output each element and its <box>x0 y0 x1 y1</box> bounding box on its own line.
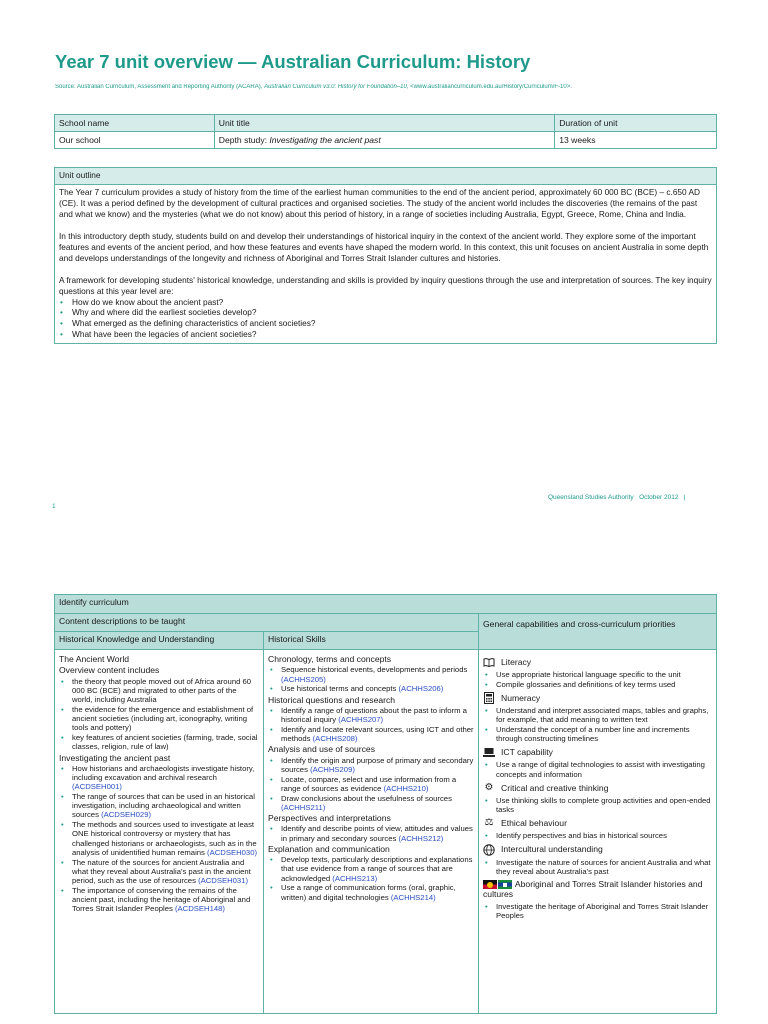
inquiry-question: • Why and where did the earliest societies develop? <box>59 307 712 318</box>
skills-list <box>268 706 474 743</box>
overview-list <box>59 677 259 752</box>
knowledge-column <box>55 650 264 1014</box>
source-title: Australian Curriculum v3.0: History for Foundation–10 <box>264 84 407 90</box>
ict-icon <box>483 746 495 758</box>
skills-heading: Historical Skills <box>264 632 479 650</box>
item-text: Identify a range of questions about the past to inform a historical inquiry <box>281 705 467 725</box>
literacy-capability <box>483 656 712 668</box>
list-item <box>59 858 259 886</box>
list-item: • Investigate the heritage of Aboriginal and Torres Strait Islander Peoples <box>483 902 712 920</box>
literacy-icon <box>483 656 495 668</box>
ethical-icon: ⚖ <box>484 817 494 829</box>
list-item <box>268 665 474 683</box>
item-text: Identify the origin and purpose of primary and secondary sources <box>281 755 474 774</box>
footer-authority: Queensland Studies Authority <box>548 494 634 501</box>
list-item: • Understand the concept of a number line and increments through constructing timelines <box>483 725 712 743</box>
outline-paragraph-3: A framework for developing students' historical knowledge, understanding and skills is provided by inquiry questions through the use and interpretation of sources. The key inquiry questions at this year level are: <box>59 274 712 296</box>
unit-title-prefix: Depth study: <box>218 135 270 145</box>
capability-title: Critical and creative thinking <box>501 782 609 793</box>
investigating-title: Investigating the ancient past <box>59 752 171 763</box>
page-title: Year 7 unit overview — Australian Curriculum: History <box>55 51 531 72</box>
ancient-world-title: The Ancient World <box>59 654 130 664</box>
skills-section-title: Explanation and communication <box>268 843 390 854</box>
critical-thinking-list <box>483 796 712 814</box>
identify-curriculum-heading: Identify curriculum <box>55 595 716 614</box>
curriculum-code: (ACHHS207) <box>338 715 384 725</box>
atsi-list <box>483 902 712 920</box>
capability-title: Literacy <box>501 656 532 667</box>
capabilities-heading: General capabilities and cross-curriculum priorities <box>479 614 716 650</box>
list-item <box>268 794 474 812</box>
torres-strait-flag-icon <box>498 880 512 889</box>
curriculum-code: (ACHHS213) <box>332 873 378 883</box>
item-text: The range of sources that can be used in an historical investigation, including archaeological and written sources <box>72 792 255 820</box>
list-item <box>59 733 259 751</box>
list-item: • Use a range of digital technologies to assist with investigating concepts and information <box>483 760 712 778</box>
skills-list <box>268 665 474 693</box>
list-item <box>268 706 474 724</box>
duration-value: 13 weeks <box>555 132 717 149</box>
curriculum-code: (ACDSEH029) <box>101 810 152 820</box>
unit-title-name: Investigating the ancient past <box>269 135 381 145</box>
list-item: • Identify perspectives and bias in historical sources <box>483 831 712 840</box>
skills-list <box>268 756 474 812</box>
list-item <box>268 756 474 774</box>
item-text: Develop texts, particularly descriptions and explanations that use evidence from a range of sources that are acknowledged <box>281 855 473 883</box>
list-item <box>59 886 259 914</box>
list-item: • Understand and interpret associated maps, tables and graphs, for example, that add meaning to written text <box>483 706 712 724</box>
item-text: key features of ancient societies (farming, trade, social classes, religion, rule of law) <box>72 733 258 752</box>
literacy-list <box>483 670 712 689</box>
list-item <box>268 855 474 883</box>
identify-curriculum-table <box>54 594 717 1014</box>
capability-title: Intercultural understanding <box>501 844 603 855</box>
ict-capability <box>483 746 712 758</box>
footer-separator: | <box>683 494 686 501</box>
capability-title: ICT capability <box>501 747 553 758</box>
item-text: Use a range of communication forms (oral, graphic, written) and digital technologies <box>281 883 456 902</box>
item-text: the evidence for the emergence and establishment of ancient societies (including art, iconography, writing tools and pottery) <box>72 704 254 733</box>
item-text: Locate, compare, select and use information from a range of sources as evidence <box>281 774 457 793</box>
list-item: • Use appropriate historical language specific to the unit <box>483 670 712 679</box>
list-item <box>59 764 259 792</box>
item-text: Identify and locate relevant sources, using ICT and other methods <box>281 724 474 744</box>
list-item <box>268 883 474 901</box>
curriculum-code: (ACHHS205) <box>281 674 326 684</box>
curriculum-code: (ACHHS209) <box>310 764 355 774</box>
item-text: The methods and sources used to investigate at least ONE historical controversy or mystery that has challenged historians or archaeologists, such as in the analysis of unidentified human remains <box>72 820 257 857</box>
source-suffix: , <www.australiancurriculum.edu.au/History/Curriculum/F-10>. <box>406 84 572 90</box>
inquiry-question: • How do we know about the ancient past? <box>59 297 712 308</box>
list-item <box>59 820 259 857</box>
curriculum-code: (ACHHS211) <box>281 802 326 812</box>
item-text: The importance of conserving the remains of the ancient past, including the heritage of Aboriginal and Torres Strait Islander Peoples <box>72 885 251 914</box>
overview-title: Overview content includes <box>59 665 160 676</box>
content-descriptions-heading: Content descriptions to be taught <box>55 614 479 632</box>
critical-thinking-icon: ⚙ <box>484 781 494 793</box>
intercultural-capability <box>483 844 712 856</box>
investigating-list <box>59 764 259 914</box>
aboriginal-flag-icon <box>483 880 497 889</box>
item-text: Draw conclusions about the usefulness of sources <box>281 793 452 803</box>
header-unit-title: Unit title <box>214 115 554 132</box>
school-name-value: Our school <box>55 132 215 149</box>
curriculum-code: (ACHHS210) <box>383 783 429 793</box>
outline-paragraph-2: In this introductory depth study, students build on and develop their understandings of historical inquiry in the context of the ancient world. They explore some of the important features and events of the ancient period, and how these features and events have shaped the modern world. In this context, this unit focuses on ancient Australia in some depth and develops understandings of the longevity and richness of Aboriginal and Torres Strait Islander cultures and histories. <box>59 230 709 263</box>
flags-icon <box>483 879 513 889</box>
outline-paragraph-1: The Year 7 curriculum provides a study of history from the time of the earliest human communities to the end of the ancient period, approximately 60 000 BC (BCE) – c.650 AD (CE). It was a period defined by the development of cultural practices and organised societies. The study of the ancient world includes the discoveries (the remains of the past and what we know) and the mysteries (what we do not know) about this period of history, in a range of societies including Australia, Egypt, Greece, Rome, China and India. <box>59 187 701 219</box>
skills-column <box>264 650 479 1014</box>
inquiry-question: • What emerged as the defining characteristics of ancient societies? <box>59 318 712 329</box>
curriculum-code: (ACDSEH001) <box>72 782 122 792</box>
skills-section-title: Perspectives and interpretations <box>268 812 391 823</box>
item-text: the theory that people moved out of Africa around 60 000 BC (BCE) and migrated to other parts of the world, including Australia <box>72 676 252 705</box>
inquiry-question: • What have been the legacies of ancient societies? <box>59 329 712 340</box>
list-item <box>268 684 474 693</box>
curriculum-code: (ACDSEH030) <box>207 847 258 857</box>
critical-thinking-capability <box>483 782 712 794</box>
unit-outline-heading: Unit outline <box>55 168 716 185</box>
inquiry-questions-list <box>59 297 712 341</box>
list-item <box>268 775 474 793</box>
numeracy-list <box>483 706 712 743</box>
item-text: The nature of the sources for ancient Australia and what they reveal about Australia's past in the ancient period, such as the use of resources <box>72 857 251 886</box>
ethical-capability <box>483 817 712 829</box>
capability-title: Aboriginal and Torres Strait Islander histories and cultures <box>483 879 703 900</box>
capability-title: Ethical behaviour <box>501 818 567 829</box>
list-item <box>59 677 259 705</box>
list-item: • Compile glossaries and definitions of key terms used <box>483 680 712 689</box>
unit-outline-body <box>55 185 716 343</box>
intercultural-list <box>483 858 712 876</box>
footer-date: October 2012 <box>639 494 679 501</box>
page-footer <box>548 494 686 501</box>
curriculum-code: (ACHHS212) <box>398 833 444 843</box>
list-item: • Investigate the nature of sources for ancient Australia and what they reveal about Australia's past <box>483 858 712 876</box>
skills-list <box>268 855 474 902</box>
capabilities-column <box>479 650 716 1014</box>
knowledge-heading: Historical Knowledge and Understanding <box>55 632 264 650</box>
list-item <box>59 792 259 820</box>
capability-title: Numeracy <box>501 692 541 703</box>
unit-outline <box>54 167 717 344</box>
unit-info-table <box>54 114 717 149</box>
curriculum-code: (ACHHS208) <box>312 734 358 744</box>
ict-list <box>483 760 712 778</box>
skills-section-title: Analysis and use of sources <box>268 744 376 755</box>
item-text: How historians and archaeologists investigate history, including excavation and archival research <box>72 763 255 783</box>
header-duration: Duration of unit <box>555 115 717 132</box>
globe-icon <box>483 844 495 856</box>
unit-title-value <box>214 132 554 149</box>
header-school-name: School name <box>55 115 215 132</box>
list-item <box>268 725 474 743</box>
curriculum-code: (ACHHS206) <box>398 684 444 694</box>
source-prefix: Source: Australian Curriculum, Assessment and Reporting Authority (ACARA), <box>55 84 265 90</box>
numeracy-icon <box>483 692 495 704</box>
list-item <box>268 824 474 842</box>
curriculum-code: (ACDSEH031) <box>198 876 249 886</box>
curriculum-code: (ACDSEH148) <box>174 904 225 914</box>
item-text: Identify and describe points of view, attitudes and values in primary and secondary sources <box>281 824 473 843</box>
page-number: 1 <box>52 503 56 510</box>
curriculum-code: (ACHHS214) <box>390 892 436 902</box>
skills-section-title: Historical questions and research <box>268 694 396 705</box>
item-text: Sequence historical events, developments and periods <box>281 665 468 675</box>
source-citation <box>55 84 715 90</box>
numeracy-capability <box>483 692 712 704</box>
ethical-list <box>483 831 712 840</box>
item-text: Use historical terms and concepts <box>281 684 399 694</box>
list-item <box>59 705 259 733</box>
list-item: • Use thinking skills to complete group activities and open-ended tasks <box>483 796 712 814</box>
atsi-priority <box>483 879 712 900</box>
skills-list <box>268 824 474 842</box>
skills-section-title: Chronology, terms and concepts <box>268 654 392 664</box>
